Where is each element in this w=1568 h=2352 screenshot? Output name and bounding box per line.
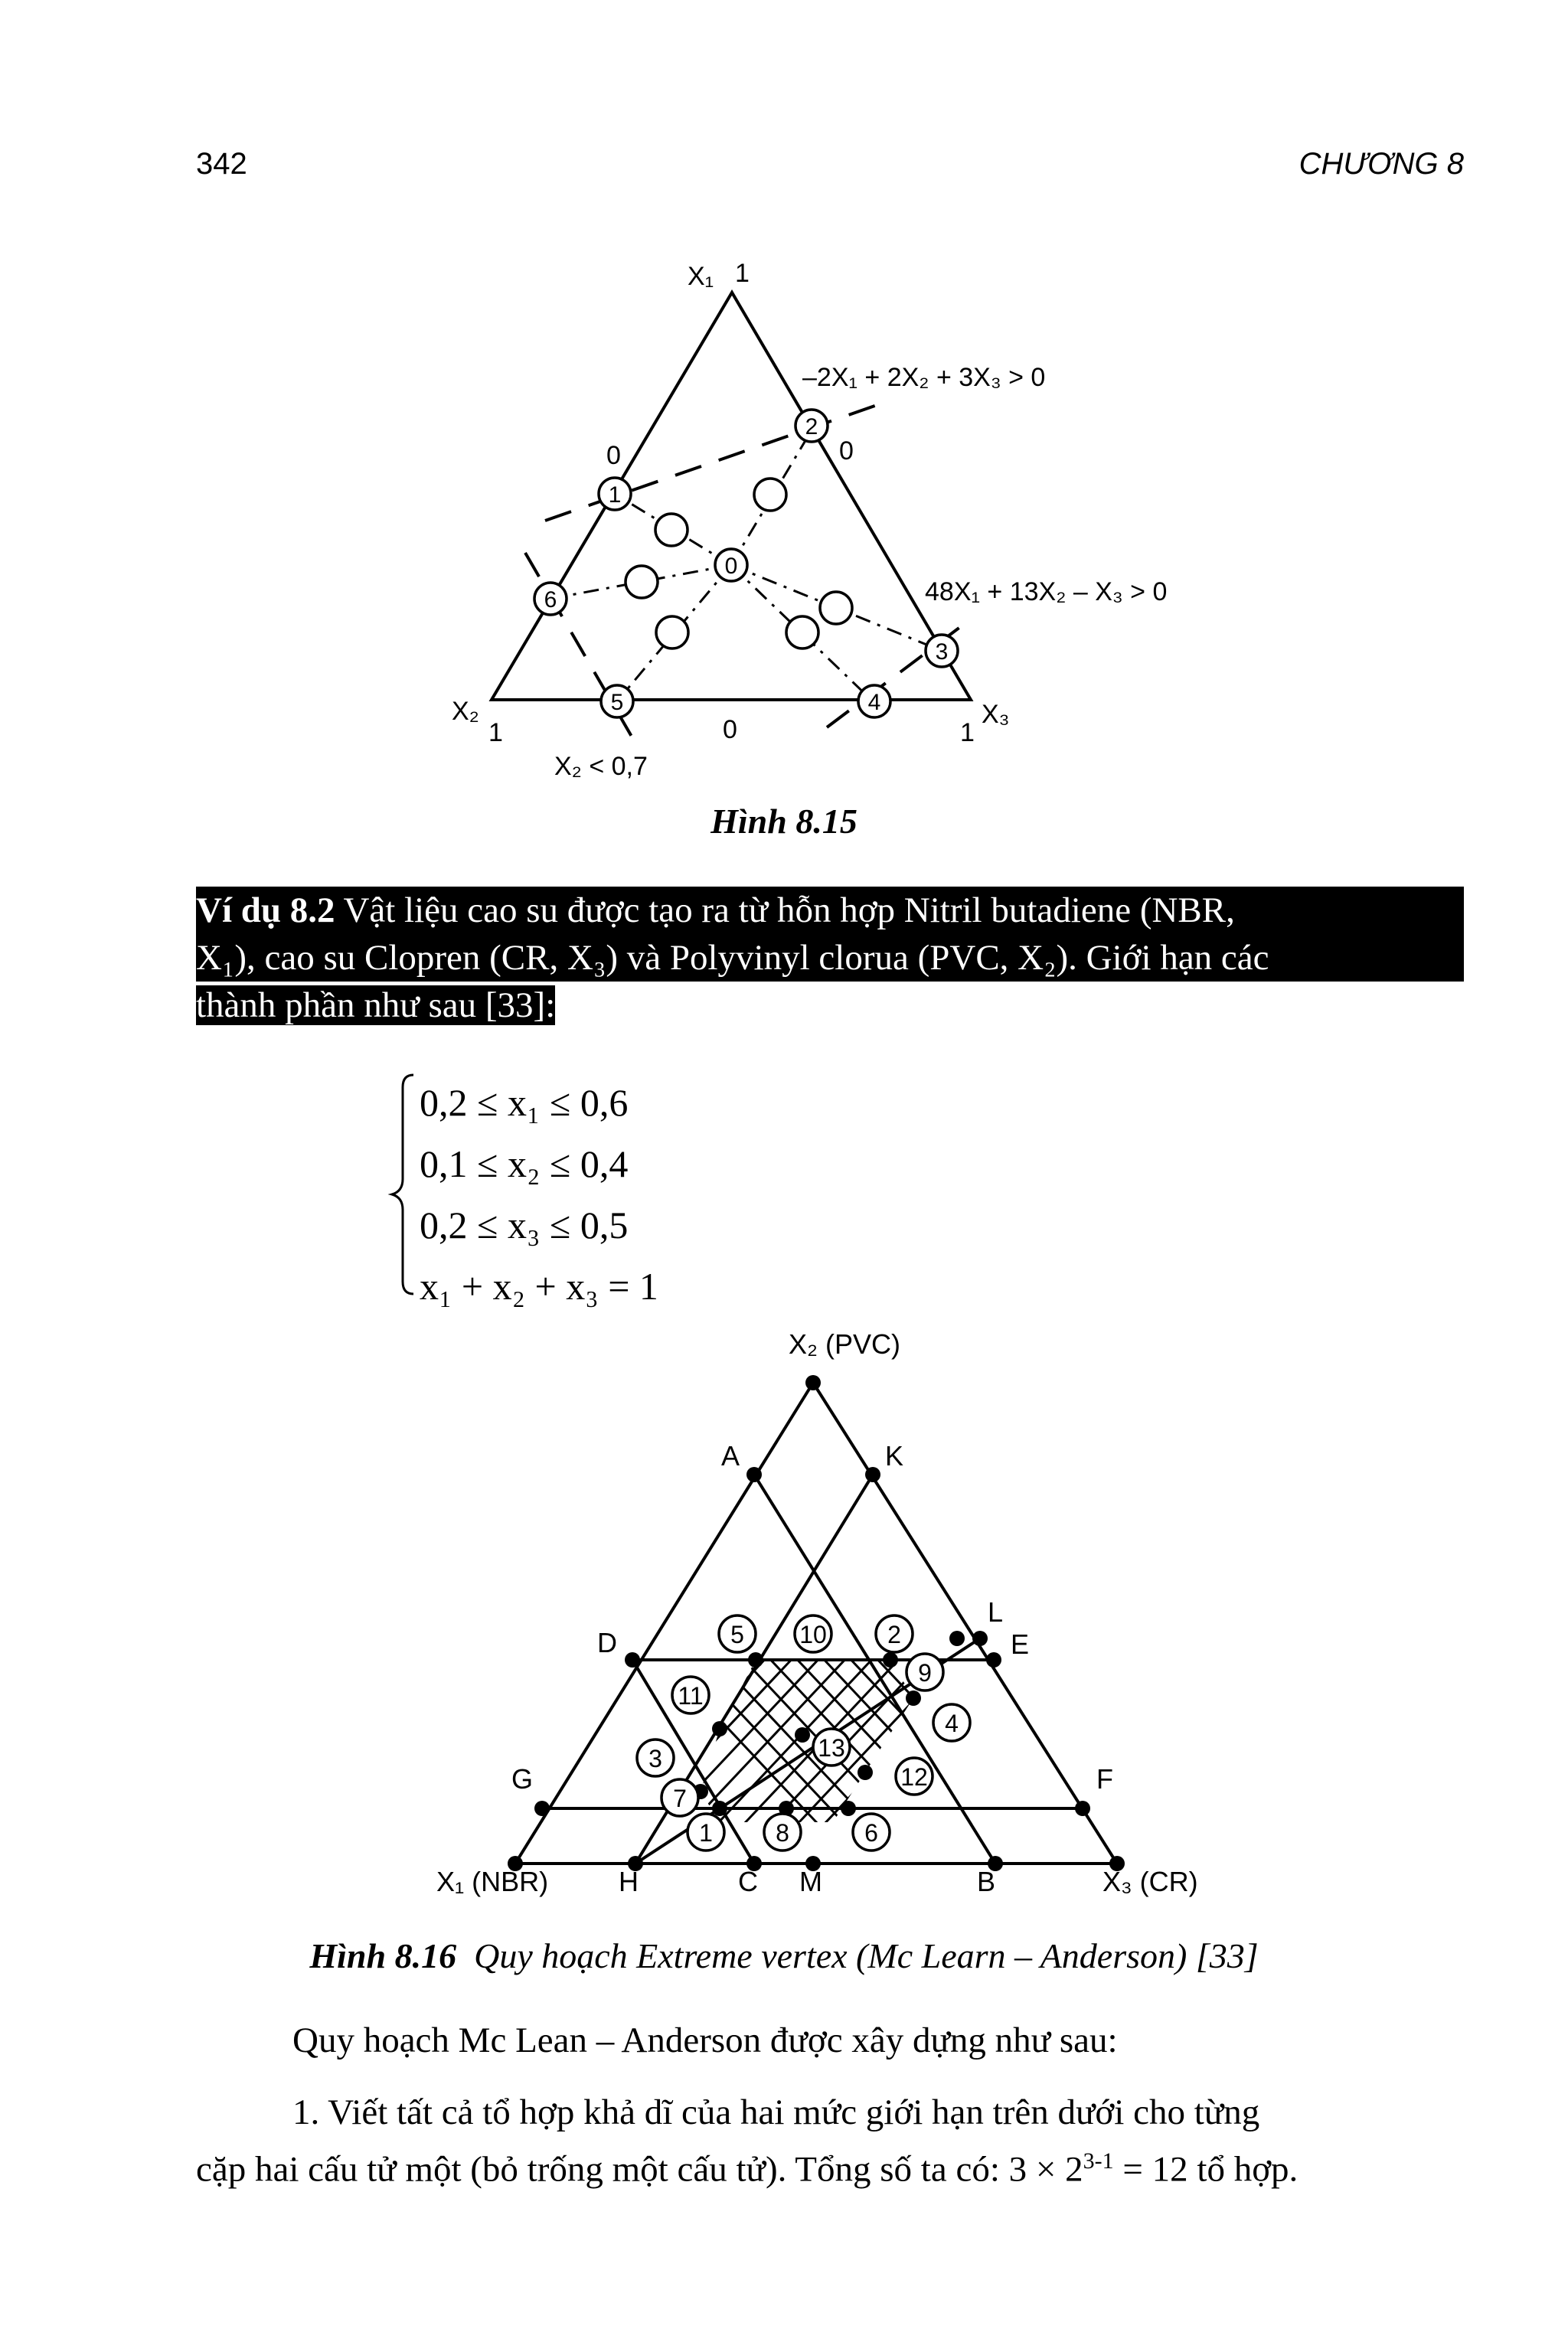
dot xyxy=(883,1652,898,1668)
point-label-4: 4 xyxy=(867,690,881,715)
dot xyxy=(534,1801,550,1816)
example-line-2: X₁), cao su Clopren (CR, X₃) và Polyvinyl clorua (PVC, X₂). Giới hạn các xyxy=(196,934,1464,982)
caption-number: Hình 8.16 xyxy=(309,1936,457,1975)
open-point xyxy=(754,479,786,511)
paragraph-2-line-1: 1. Viết tất cả tổ hợp khả dĩ của hai mức giới hạn trên dưới cho từng xyxy=(292,2092,1260,2132)
dot xyxy=(865,1467,880,1482)
constraint-label-1: –2X₁ + 2X₂ + 3X₃ > 0 xyxy=(802,363,1046,392)
equation-1: 0,2 ≤ x₁ ≤ 0,6 xyxy=(420,1081,629,1124)
point-label-3: 3 xyxy=(648,1745,662,1772)
open-point xyxy=(655,514,688,546)
chapter-title: CHƯƠNG 8 xyxy=(1298,147,1464,181)
point-label-10: 10 xyxy=(799,1621,827,1648)
dot xyxy=(841,1801,856,1816)
paragraph-1: Quy hoạch Mc Lean – Anderson được xây dựng như sau: xyxy=(292,2020,1118,2060)
point-label-8: 8 xyxy=(776,1819,789,1847)
point-label-5: 5 xyxy=(610,690,624,715)
point-label-6: 6 xyxy=(544,587,557,612)
right-zero: 0 xyxy=(839,436,854,466)
axis-label-x3: X₃ xyxy=(982,700,1010,729)
figure-8-15 xyxy=(492,292,971,746)
constraint-system xyxy=(420,1072,658,1317)
point-label-5: 5 xyxy=(730,1621,744,1648)
example-title: Ví dụ 8.2 xyxy=(196,890,335,930)
dot xyxy=(949,1631,965,1646)
paragraph-2-end: = 12 tổ hợp. xyxy=(1113,2149,1298,2190)
left-zero: 0 xyxy=(606,441,621,470)
dot xyxy=(986,1652,1001,1668)
base-zero: 0 xyxy=(723,715,737,744)
point-L-label: L xyxy=(988,1596,1004,1628)
exponent: 3-1 xyxy=(1083,2148,1114,2174)
dot xyxy=(906,1690,921,1706)
paragraph-2-line-2 xyxy=(196,2138,1298,2194)
point-label-3: 3 xyxy=(935,639,949,665)
equation-2: 0,1 ≤ x₂ ≤ 0,4 xyxy=(420,1142,629,1185)
open-point xyxy=(626,566,658,598)
equation-3: 0,2 ≤ x₃ ≤ 0,5 xyxy=(420,1204,629,1246)
point-label-4: 4 xyxy=(945,1710,959,1737)
vertex-label-x2: X₂ (PVC) xyxy=(789,1328,900,1360)
point-C-label: C xyxy=(738,1866,758,1897)
equation-brace xyxy=(392,1075,413,1294)
point-label-6: 6 xyxy=(864,1819,878,1847)
point-label-12: 12 xyxy=(900,1763,928,1791)
figure-8-15-caption: Hình 8.15 xyxy=(710,802,858,841)
example-line-3: thành phần như sau [33]: xyxy=(196,985,556,1025)
point-A-label: A xyxy=(721,1440,740,1472)
dot xyxy=(1075,1801,1090,1816)
example-line-1: Vật liệu cao su được tạo ra từ hỗn hợp Nitril butadiene (NBR, xyxy=(343,890,1235,930)
figure-8-15-labels xyxy=(452,259,1167,781)
constraint-label-2: 48X₁ + 13X₂ – X₃ > 0 xyxy=(925,577,1168,606)
dot xyxy=(712,1801,727,1816)
dot xyxy=(748,1652,763,1668)
vertex-label-x1: X₁ (NBR) xyxy=(436,1866,549,1897)
example-paragraph xyxy=(196,887,1464,1029)
corner-value-right: 1 xyxy=(960,718,975,747)
point-label-7: 7 xyxy=(673,1785,687,1812)
dot xyxy=(795,1727,810,1743)
caption-text: Quy hoạch Extreme vertex (Mc Learn – Anderson) [33] xyxy=(474,1936,1259,1975)
corner-value-left: 1 xyxy=(488,718,503,747)
dot xyxy=(712,1721,727,1736)
axis-label-x1: X₁ xyxy=(688,262,714,291)
point-label-1: 1 xyxy=(699,1819,713,1847)
figure-8-16-caption xyxy=(0,1936,1568,1976)
axis-label-x2: X₂ xyxy=(452,697,479,726)
open-point xyxy=(656,616,688,648)
figure-8-15-points xyxy=(534,410,958,717)
point-label-2: 2 xyxy=(805,414,818,439)
dot xyxy=(805,1375,821,1390)
dot xyxy=(972,1631,988,1646)
open-point xyxy=(786,616,818,648)
equation-4: x₁ + x₂ + x₃ = 1 xyxy=(420,1265,658,1308)
point-F-label: F xyxy=(1096,1763,1113,1795)
constraint-label-3: X₂ < 0,7 xyxy=(554,752,648,781)
dot xyxy=(746,1467,762,1482)
point-label-11: 11 xyxy=(678,1682,704,1710)
point-label-9: 9 xyxy=(918,1659,932,1687)
point-M-label: M xyxy=(799,1866,822,1897)
constraint-line-1 xyxy=(545,401,888,521)
paragraph-2-text: cặp hai cấu tử một (bỏ trống một cấu tử). Tổng số ta có: 3 × 2 xyxy=(196,2149,1083,2190)
point-label-0: 0 xyxy=(724,554,738,579)
open-point xyxy=(820,592,852,624)
page-number: 342 xyxy=(196,147,247,181)
point-label-13: 13 xyxy=(818,1734,845,1762)
point-G-label: G xyxy=(511,1763,534,1795)
vertex-label-x3: X₃ (CR) xyxy=(1102,1866,1198,1897)
point-E-label: E xyxy=(1011,1628,1030,1660)
simplex-triangle xyxy=(492,292,971,700)
dot xyxy=(858,1765,873,1780)
point-label-2: 2 xyxy=(887,1621,901,1648)
point-H-label: H xyxy=(619,1866,639,1897)
point-K-label: K xyxy=(885,1440,904,1472)
point-B-label: B xyxy=(977,1866,996,1897)
point-label-1: 1 xyxy=(608,482,622,508)
dot xyxy=(625,1652,640,1668)
vertex-value-top: 1 xyxy=(735,259,750,288)
point-D-label: D xyxy=(597,1627,617,1658)
